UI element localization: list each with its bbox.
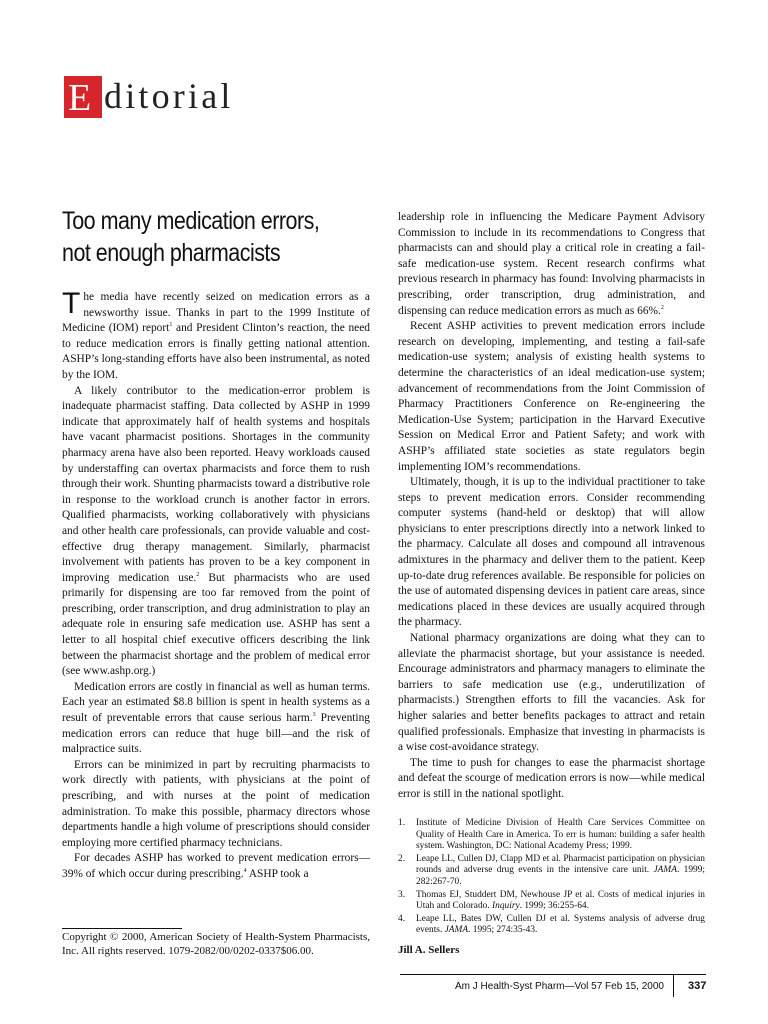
section-header-initial: E [68, 77, 92, 119]
footer-divider [400, 974, 706, 975]
reference-marker: 2 [660, 304, 664, 311]
paragraph-9: The time to push for changes to ease the pharmacist shortage and defeat the scourge of medication errors is now—while medical error is still in the national spotlight. [398, 756, 705, 800]
copyright-divider [62, 928, 182, 929]
paragraph-3: Medication errors are costly in financial as well as human terms. Each year an estimated $8.8 billion is spent in health systems as a result of preventable errors that cause serious harm.$^3$ Preventing medication errors can reduce that huge bill—and the risk of malpractice suits. [62, 680, 370, 756]
paragraph-6: Recent ASHP activities to prevent medication errors include research on developing, implementing, and testing a fail-safe medication-use system; analysis of existing health systems to determine the characteristics of an ideal medication-use system; advancement of recommendations from the Joint Commission of Pharmacy Practitioners Conference on Re-engineering the Medication-Use System; participation in the Harvard Executive Session on Medical Error and Patient Safety; and work with ASHP’s affiliated state societies as state regulators begin implementing IOM’s recommendations. [398, 320, 705, 473]
reference-marker: 3 [312, 712, 316, 719]
paragraph-5-end: leadership role in influencing the Medicare Payment Advisory Commission to include in its recommendations to Congress that pharmacists can and should play a critical role in creating a fail-safe medication-use system. Recent research confirms what previous research in pharmacy has found: Involving pharmacists in prescribing, order transcription, drug administration, and dispensing can reduce medication errors as much as 66%.$^2$ [398, 211, 705, 317]
article-title-line-2: not enough pharmacists [62, 239, 281, 267]
paragraph-4: Errors can be minimized in part by recruiting pharmacists to work directly with patients, with physicians at the point of prescribing, and with nurses at the point of medication administration. To make this possible, pharmacy directors whose departments handle a high volume of prescriptions should consider employing more certified pharmacy technicians. [62, 758, 370, 849]
author-name: Jill A. Sellers [398, 944, 460, 956]
copyright-notice: Copyright © 2000, American Society of Health-System Pharmacists, Inc. All rights reserved. 1079-2082/00/0202-0337$06.00. [62, 931, 370, 957]
paragraph-8: National pharmacy organizations are doing what they can to alleviate the pharmacist shortage, but your assistance is needed. Encourage administrators and pharmacy managers to eliminate the barriers to safe medication use (e.g., underutilization of pharmacists.) Strengthen efforts to fill the vacancies. Ask for higher salaries and better benefits packages to attract and retain qualified professionals. Emphasize that investing in pharmacists is a wise cost-avoidance strategy. [398, 632, 705, 754]
footer-separator [673, 975, 674, 997]
article-title-line-1: Too many medication errors, [62, 207, 320, 235]
reference-item: 4. Leape LL, Bates DW, Cullen DJ et al. Systems analysis of adverse drug events. JAMA. 1995; 274:35-43. [398, 913, 705, 936]
paragraph-1: The media have recently seized on medication errors as a newsworthy issue. Thanks in part to the 1999 Institute of Medicine (IOM) report$^1$ and President Clinton’s reaction, the need to reduce medication errors is finally getting national attention. ASHP’s long-standing efforts have also been instrumental, as noted by the IOM. [62, 287, 370, 381]
section-header [64, 74, 234, 118]
journal-citation: Am J Health-Syst Pharm—Vol 57 Feb 15, 2000 [455, 981, 664, 992]
section-header-initial-box [64, 76, 102, 118]
drop-cap: T [62, 287, 81, 320]
paragraph-5-start: For decades ASHP has worked to prevent medication errors—39% of which occur during prescribing.$^4$ ASHP took a [62, 852, 370, 880]
paragraph-7: Ultimately, though, it is up to the individual practitioner to take steps to prevent medication errors. Consider recommending computer systems (hand-held or desktop) that will allow physicians to enter prescriptions directly into a network linked to the pharmacy. Calculate all doses and compound all intravenous admixtures in the pharmacy and deliver them to the patient. Keep up-to-date drug references available. Be responsible for policies on the use of automated dispensing devices in patient care areas, since medications placed in these devices are usually acquired through the pharmacy. [398, 476, 705, 629]
article-title [62, 205, 329, 269]
section-header-text: ditorial [104, 76, 234, 116]
reference-marker: 1 [169, 322, 173, 329]
reference-list [398, 818, 705, 938]
page-number: 337 [688, 980, 707, 992]
reference-marker: 4 [243, 868, 247, 875]
left-column [62, 287, 370, 883]
reference-marker: 2 [196, 571, 200, 578]
reference-item: 1. Institute of Medicine Division of Health Care Services Committee on Quality of Health Care in America. To err is human: building a safer health system. Washington, DC: National Academy Press; 1999. [398, 818, 705, 852]
right-column [398, 210, 705, 803]
reference-item: 3. Thomas EJ, Studdert DM, Newhouse JP et al. Costs of medical injuries in Utah and Colorado. Inquiry. 1999; 36:255-64. [398, 889, 705, 912]
reference-item: 2. Leape LL, Cullen DJ, Clapp MD et al. Pharmacist participation on physician rounds and adverse drug events in the intensive care unit. JAMA. 1999; 282:267-70. [398, 853, 705, 887]
paragraph-2: A likely contributor to the medication-error problem is inadequate pharmacist staffing. Data collected by ASHP in 1999 indicate that approximately half of health systems and hospitals have vacant pharmacist positions. Shortages in the community pharmacy arena have also been reported. Heavy workloads caused by understaffing can overtax pharmacists and force them to rush through their work. Shunting pharmacists toward a distributive role in response to the workload crunch is another factor in errors. Qualified pharmacists, working collaboratively with physicians and other health care professionals, can provide valuable and cost-effective drug therapy management. Similarly, pharmacist involvement with patients has proven to be a key component in improving medication use.$^2$ But pharmacists who are used primarily for dispensing are too far removed from the point of prescribing, order transcription, and drug administration to play an adequate role in ensuring safe medication use. ASHP has sent a letter to all hospital chief executive officers describing the link between the pharmacist shortage and the problem of medical error (see www.ashp.org.) [62, 384, 370, 678]
